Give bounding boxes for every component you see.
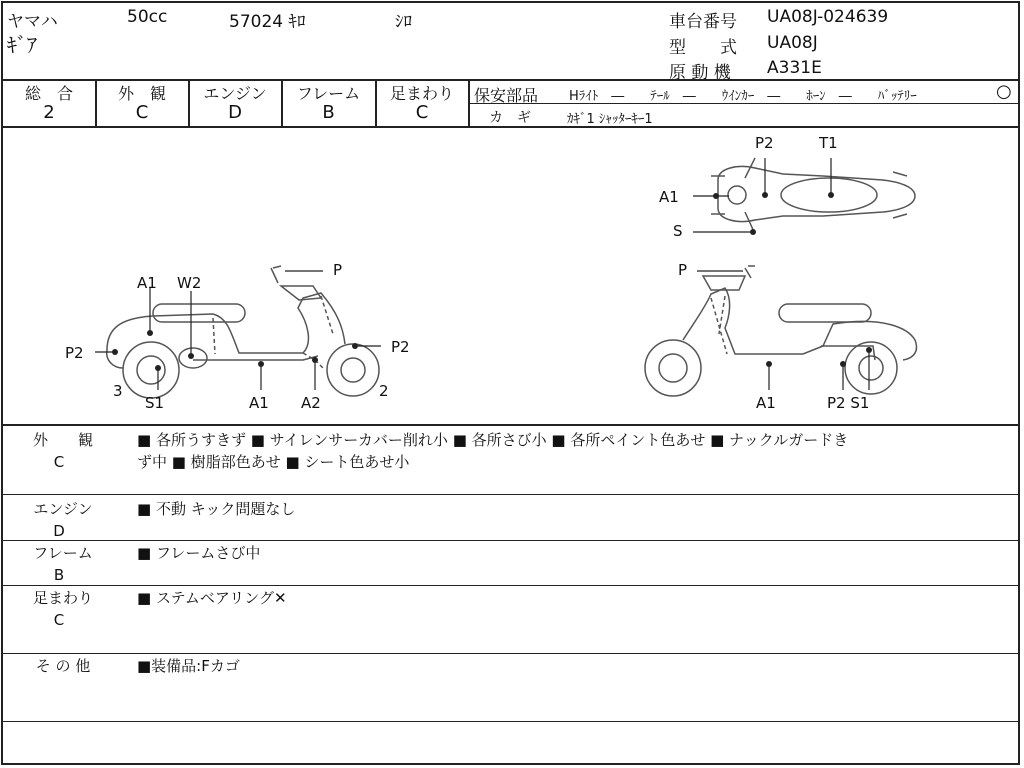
remark-category: エンジン	[33, 500, 93, 518]
remark-grade: B	[53, 566, 65, 584]
engine-label: 原 動 機	[669, 63, 731, 83]
divider	[3, 424, 1018, 426]
diagram-label: A1	[249, 394, 269, 412]
remark-grade: C	[53, 611, 65, 629]
remark-text: ず中 ■ 樹脂部色あせ ■ シート色あせ小	[137, 453, 410, 471]
diagram-label: T1	[819, 134, 838, 152]
grade-frame-label: フレーム	[296, 84, 361, 103]
divider	[3, 540, 1018, 541]
remark-category: そ の 他	[35, 657, 91, 675]
diagram-label: P	[333, 261, 343, 279]
grade-overall-label: 総 合	[24, 84, 73, 103]
diagram-label: P2	[65, 344, 84, 362]
mileage: 57024 ｷﾛ	[229, 12, 306, 32]
diagram-label: P2	[755, 134, 774, 152]
diagram-label: A1	[659, 188, 679, 206]
frame-no: UA08J-024639	[767, 7, 889, 27]
diagram-label: P2	[391, 338, 410, 356]
diagram-label: A1	[137, 274, 157, 292]
damage-diagram	[3, 128, 1018, 424]
diagram-label: A2	[301, 394, 321, 412]
diagram-label: S1	[145, 394, 165, 412]
diagram-label: 3	[113, 382, 123, 400]
diagram-label: 2	[379, 382, 389, 400]
type-label: 型 式	[669, 38, 737, 58]
diagram-label: P	[678, 261, 688, 279]
key-value: ｶｷﾞ1 ｼｬｯﾀｰｷｰ1	[567, 112, 653, 127]
grade-engine-value: D	[228, 102, 242, 123]
remark-text: ■ 不動 キック問題なし	[137, 500, 296, 518]
remark-text: ■ 各所うすきず ■ サイレンサーカバー削れ小 ■ 各所さび小 ■ 各所ペイント色あせ ■ ナックルガードき	[137, 431, 849, 449]
remark-text: ■ フレームさび中	[137, 544, 261, 562]
diagram-label: P2 S1	[827, 394, 870, 412]
battery-mark: ○	[996, 81, 1012, 102]
remark-category: 足まわり	[32, 589, 93, 607]
type-value: UA08J	[767, 33, 818, 53]
grade-exterior-value: C	[135, 102, 149, 123]
grade-frame-value: B	[322, 102, 335, 123]
grade-suspension-label: 足まわり	[389, 84, 454, 103]
color: ｼﾛ	[395, 12, 412, 32]
grade-overall-value: 2	[43, 102, 55, 123]
diagram-label: S	[673, 222, 683, 240]
safety-items: Hﾗｲﾄ ― ﾃｰﾙ ― ｳｲﾝｶｰ ― ﾎｰﾝ ― ﾊﾞｯﾃﾘｰ	[569, 89, 917, 104]
model-name: ｷﾞｱ	[7, 33, 37, 57]
safety-label: 保安部品	[474, 86, 539, 105]
remark-category: 外 観	[32, 431, 93, 449]
divider	[3, 585, 1018, 586]
divider	[3, 653, 1018, 654]
inspection-sheet	[1, 1, 1020, 765]
frame-no-label: 車台番号	[669, 12, 737, 32]
grade-suspension-value: C	[415, 102, 429, 123]
divider	[3, 494, 1018, 495]
remark-text: ■装備品:Fカゴ	[137, 657, 240, 675]
key-label: カ ギ	[489, 110, 531, 126]
divider	[3, 721, 1018, 722]
maker: ヤマハ	[7, 12, 58, 32]
diagram-label: W2	[177, 274, 202, 292]
remark-grade: C	[53, 453, 65, 471]
scooter-top-view	[711, 158, 915, 234]
grade-engine-label: エンジン	[203, 84, 267, 103]
displacement: 50cc	[127, 7, 168, 27]
diagram-label: A1	[756, 394, 776, 412]
grade-exterior-label: 外 観	[117, 84, 166, 103]
scooter-right-view	[645, 266, 917, 396]
remark-text: ■ ステムベアリング✕	[137, 589, 287, 607]
remark-category: フレーム	[33, 544, 93, 562]
engine-value: A331E	[767, 58, 822, 78]
remark-grade: D	[53, 522, 65, 540]
